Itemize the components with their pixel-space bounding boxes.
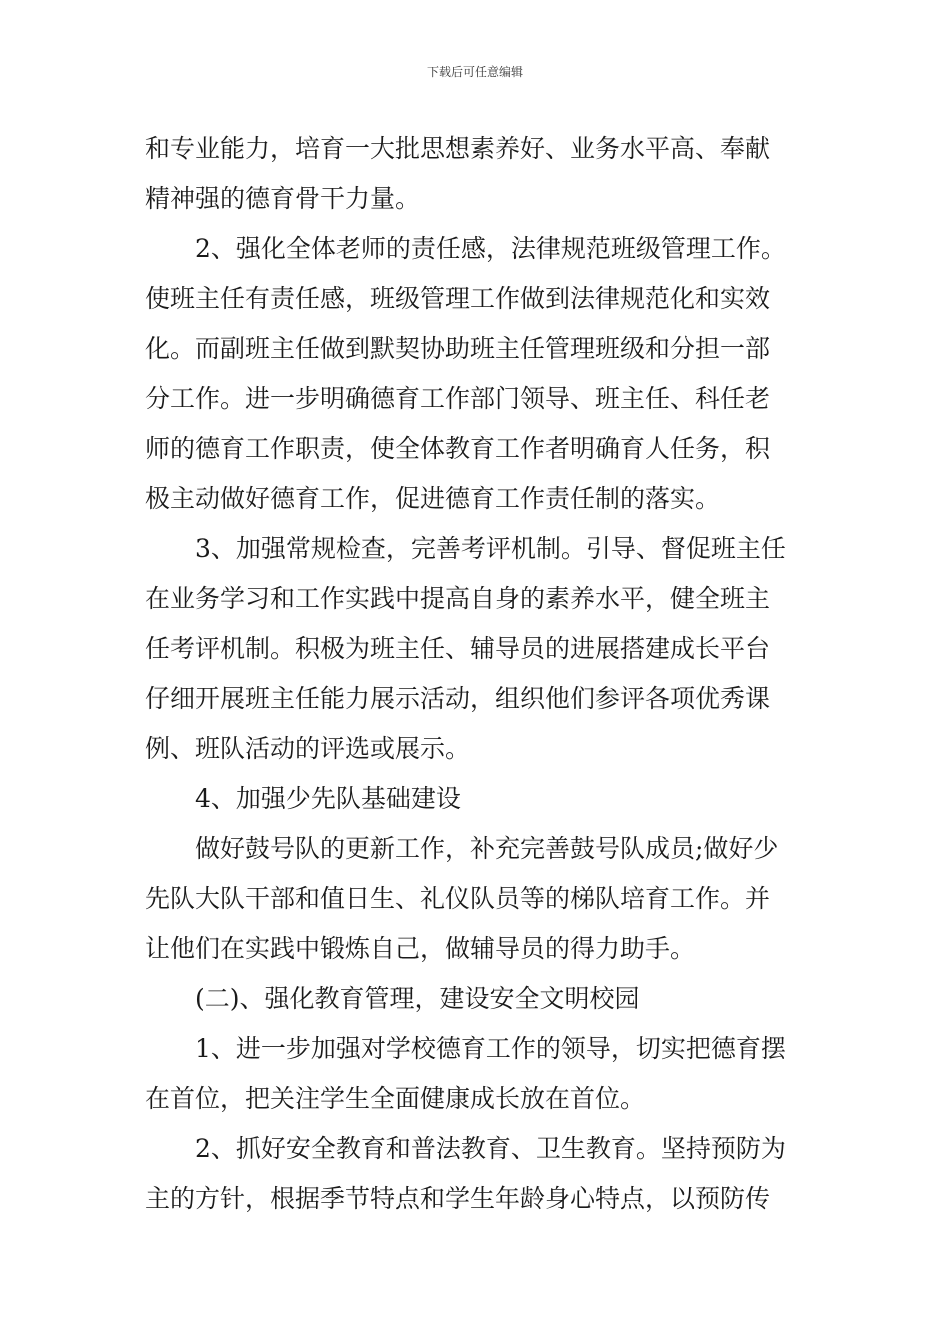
paragraph-start: 2、抓好安全教育和普法教育、卫生教育。坚持预防为 [195, 1134, 786, 1163]
text-line: 先队大队干部和值日生、礼仪队员等的梯队培育工作。并 [145, 884, 771, 913]
section-heading: (二)、强化教育管理，建设安全文明校园 [195, 984, 640, 1013]
text-line: 主的方针，根据季节特点和学生年龄身心特点，以预防传 [145, 1184, 771, 1213]
paragraph-start: 3、加强常规检查，完善考评机制。引导、督促班主任 [195, 534, 786, 563]
paragraph-start: 1、进一步加强对学校德育工作的领导，切实把德育摆 [195, 1034, 786, 1063]
page-header: 下载后可任意编辑 [426, 65, 523, 79]
text-line: 例、班队活动的评选或展示。 [145, 734, 471, 763]
paragraph-start: 做好鼓号队的更新工作，补充完善鼓号队成员;做好少 [195, 834, 779, 863]
text-line: 仔细开展班主任能力展示活动，组织他们参评各项优秀课 [145, 684, 771, 713]
text-line: 使班主任有责任感，班级管理工作做到法律规范化和实效 [145, 284, 771, 313]
document-body [145, 124, 805, 1224]
text-line: 在业务学习和工作实践中提高自身的素养水平，健全班主 [145, 584, 771, 613]
text-line: 让他们在实践中锻炼自己，做辅导员的得力助手。 [145, 934, 696, 963]
text-line: 任考评机制。积极为班主任、辅导员的进展搭建成长平台 [145, 634, 771, 663]
text-line: 分工作。进一步明确德育工作部门领导、班主任、科任老 [145, 384, 771, 413]
text-line: 在首位，把关注学生全面健康成长放在首位。 [145, 1084, 646, 1113]
section-heading: 4、加强少先队基础建设 [195, 784, 461, 813]
text-line: 师的德育工作职责，使全体教育工作者明确育人任务，积 [145, 434, 771, 463]
paragraph-start: 2、强化全体老师的责任感，法律规范班级管理工作。 [195, 234, 786, 263]
text-line: 和专业能力，培育一大批思想素养好、业务水平高、奉献 [145, 134, 771, 163]
text-line: 化。而副班主任做到默契协助班主任管理班级和分担一部 [145, 334, 771, 363]
text-line: 精神强的德育骨干力量。 [145, 184, 421, 213]
text-line: 极主动做好德育工作，促进德育工作责任制的落实。 [145, 484, 721, 513]
